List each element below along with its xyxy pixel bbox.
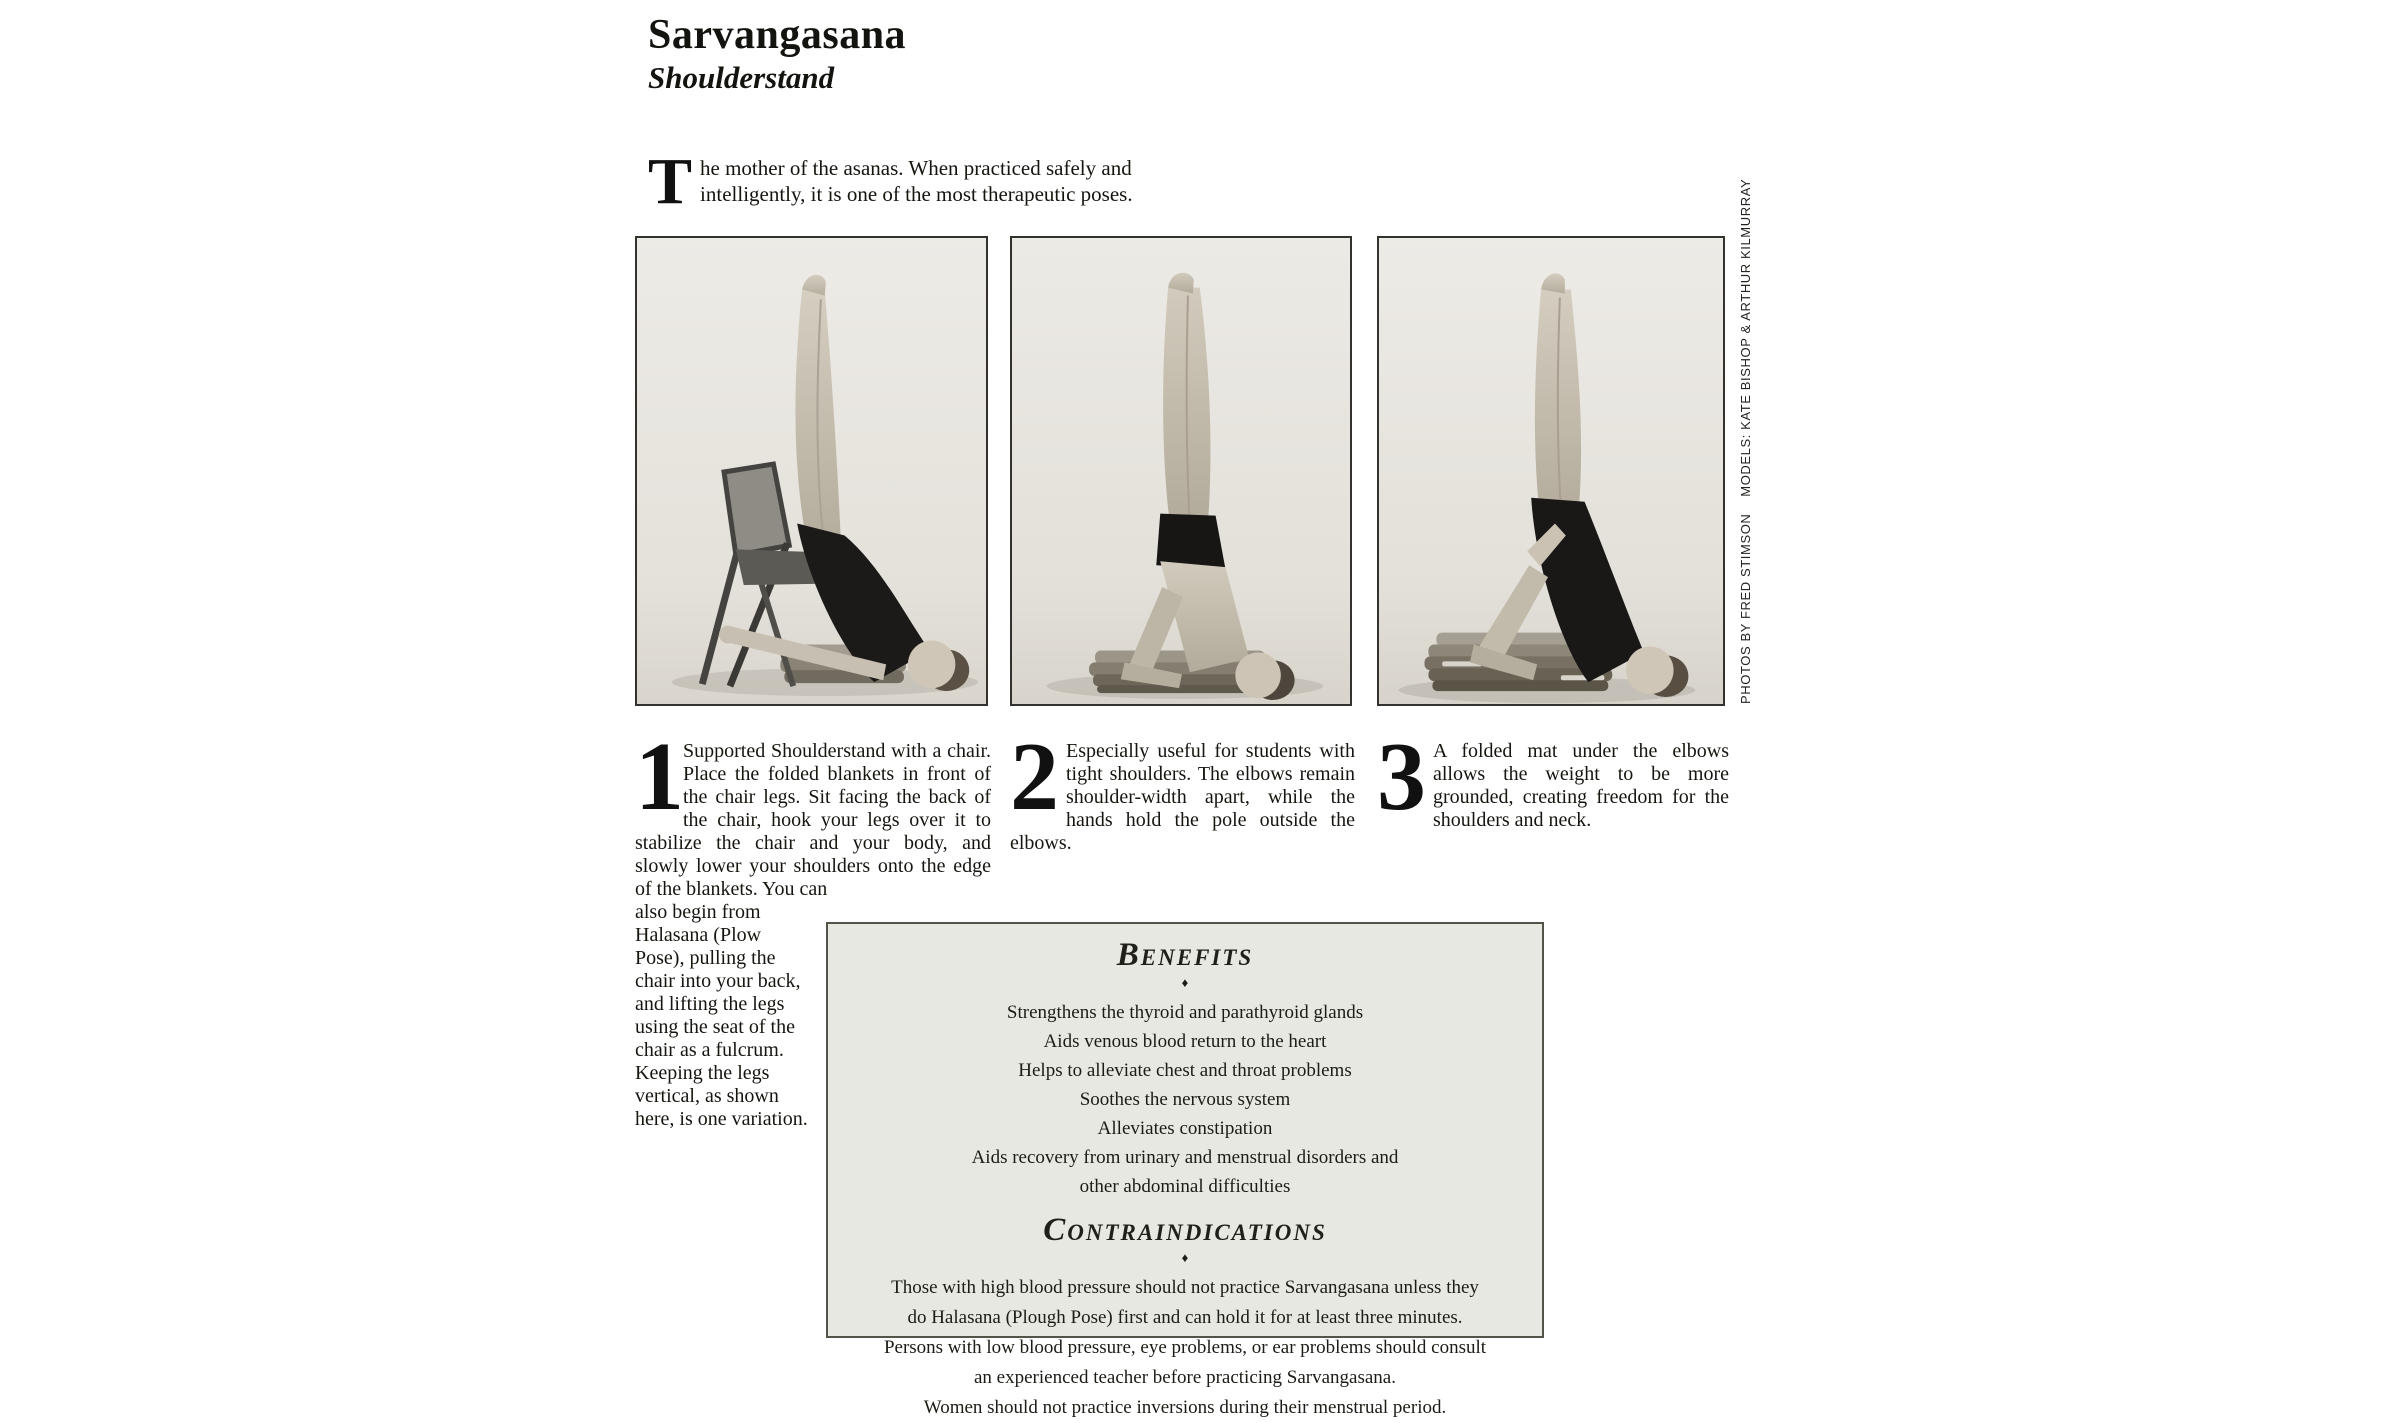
benefit-line: Aids venous blood return to the heart [1043, 1031, 1327, 1052]
step-1-text [635, 740, 991, 901]
photo-shoulderstand-with-chair [635, 236, 988, 706]
contraindication-line: Those with high blood pressure should not practice Sarvangasana unless they [891, 1277, 1479, 1298]
page-title: Sarvangasana [648, 12, 907, 58]
benefit-line: Soothes the nervous system [1079, 1089, 1291, 1110]
head [1626, 646, 1673, 694]
benefit-line: Strengthens the thyroid and parathyroid glands [1006, 1002, 1364, 1023]
photo-shoulderstand-pole [1010, 236, 1352, 706]
benefits-section [828, 937, 1542, 1201]
contraindication-line: an experienced teacher before practicing Sarvangasana. [974, 1367, 1396, 1388]
benefit-line: Alleviates constipation [1097, 1118, 1273, 1139]
contraindication-line: do Halasana (Plough Pose) first and can hold it for at least three minutes. [907, 1307, 1463, 1328]
intro-paragraph [648, 145, 1208, 218]
intro-text: he mother of the asanas. When practiced safely and intelligently, it is one of the most therapeutic poses. [700, 156, 1133, 206]
step-3-number: 3 [1377, 723, 1426, 831]
photo-shoulderstand-mat [1377, 236, 1725, 706]
step-2-text: Especially useful for students with tight shoulders. The elbows remain shoulder-width apart, while the hands hold the pole outside the elbows. [1010, 740, 1355, 854]
diamond-icon: ♦ [1181, 1250, 1189, 1265]
diamond-icon: ♦ [1181, 975, 1189, 990]
dropcap-letter: T [648, 145, 693, 218]
photo-credits-text: PHOTOS BY FRED STIMSON MODELS: KATE BISHOP & ARTHUR KILMURRAY [1738, 178, 1753, 704]
contraindication-line: Persons with low blood pressure, eye problems, or ear problems should consult [883, 1337, 1487, 1358]
title-block [648, 12, 906, 96]
page-subtitle: Shoulderstand [648, 60, 835, 95]
step-2 [1010, 723, 1355, 855]
benefits-heading: BENEFITS [1116, 937, 1254, 973]
contraindications-section [828, 1212, 1542, 1423]
benefit-line: Helps to alleviate chest and throat problems [1018, 1060, 1352, 1081]
benefits-contraindications-box [826, 922, 1544, 1418]
step-3 [1377, 723, 1729, 832]
benefit-line: Aids recovery from urinary and menstrual disorders and [971, 1147, 1399, 1168]
shoulderstand-mat-illustration [1379, 238, 1723, 704]
step-1-number: 1 [635, 723, 684, 831]
photo-credits [1738, 178, 1762, 1173]
contraindication-line: Women should not practice inversions during their menstrual period. [923, 1397, 1447, 1418]
shorts [1156, 514, 1225, 570]
step-2-number: 2 [1010, 723, 1059, 831]
hand [719, 626, 737, 644]
shoulderstand-pole-illustration [1012, 238, 1350, 704]
contraindications-heading: CONTRAINDICATIONS [1043, 1212, 1327, 1248]
step-1-text-narrow: also begin from Halasana (Plow Pose), pulling the chair into your back, and lifting the legs using the seat of the chair as a fulcrum. Keeping the legs vertical, as shown here, is one variation. [635, 901, 808, 1130]
head [1235, 652, 1280, 698]
shoulderstand-chair-illustration [637, 238, 986, 704]
step-1-text-wide: Supported Shoulderstand with a chair. Place the folded blankets in front of the chair legs. Sit facing the back of the chair, hook your legs over it to stabilize the chair and your body, and slowly lower your shoulders onto the edge of the blankets. You can [635, 740, 991, 900]
step-3-text: A folded mat under the elbows allows the weight to be more grounded, creating freedom for the shoulders and neck. [1377, 740, 1729, 832]
head [908, 641, 955, 689]
benefit-line: other abdominal difficulties [1079, 1176, 1291, 1197]
